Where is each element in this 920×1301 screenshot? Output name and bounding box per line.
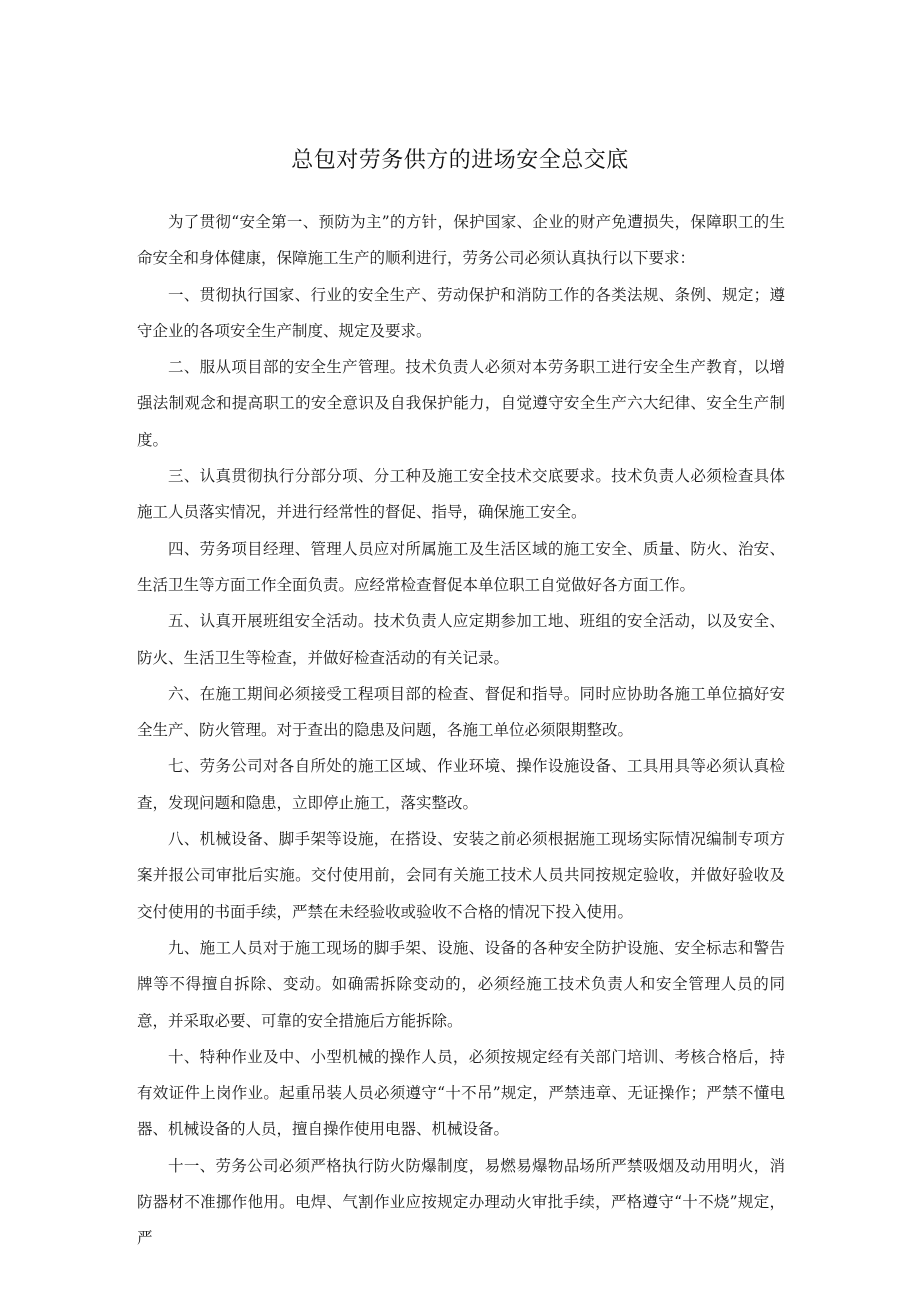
paragraph-item-4: 四、劳务项目经理、管理人员应对所属施工及生活区域的施工安全、质量、防火、治安、生活卫生等方面工作全面负责。应经常检查督促本单位职工自觉做好各方面工作。 <box>137 539 785 594</box>
paragraph-intro: 为了贯彻“安全第一、预防为主”的方针，保护国家、企业的财产免遭损失，保障职工的生命安全和身体健康，保障施工生产的顺利进行，劳务公司必须认真执行以下要求： <box>137 213 785 268</box>
paragraph-item-8: 八、机械设备、脚手架等设施，在搭设、安装之前必须根据施工现场实际情况编制专项方案并报公司审批后实施。交付使用前，会同有关施工技术人员共同按规定验收，并做好验收及交付使用的书面手续，严禁在未经验收或验收不合格的情况下投入使用。 <box>137 830 785 921</box>
paragraph-item-5: 五、认真开展班组安全活动。技术负责人应定期参加工地、班组的安全活动，以及安全、防火、生活卫生等检查，并做好检查活动的有关记录。 <box>137 612 785 667</box>
paragraph-item-1: 一、贯彻执行国家、行业的安全生产、劳动保护和消防工作的各类法规、条例、规定；遵守企业的各项安全生产制度、规定及要求。 <box>137 285 785 340</box>
document-title: 总包对劳务供方的进场安全总交底 <box>291 148 629 173</box>
paragraph-item-3: 三、认真贯彻执行分部分项、分工种及施工安全技术交底要求。技术负责人必须检查具体施工人员落实情况，并进行经常性的督促、指导，确保施工安全。 <box>137 467 785 522</box>
paragraph-item-2: 二、服从项目部的安全生产管理。技术负责人必须对本劳务职工进行安全生产教育，以增强法制观念和提高职工的安全意识及自我保护能力，自觉遵守安全生产六大纪律、安全生产制度。 <box>137 358 785 449</box>
paragraph-item-10: 十、特种作业及中、小型机械的操作人员，必须按规定经有关部门培训、考核合格后，持有效证件上岗作业。起重吊装人员必须遵守“十不吊”规定，严禁违章、无证操作；严禁不懂电器、机械设备的人员，擅自操作使用电器、机械设备。 <box>137 1047 785 1139</box>
paragraph-item-6: 六、在施工期间必须接受工程项目部的检查、督促和指导。同时应协助各施工单位搞好安全生产、防火管理。对于查出的隐患及问题，各施工单位必须限期整改。 <box>137 684 785 740</box>
paragraph-item-11: 十一、劳务公司必须严格执行防火防爆制度，易燃易爆物品场所严禁吸烟及动用明火，消防器材不准挪作他用。电焊、气割作业应按规定办理动火审批手续，严格遵守“十不烧”规定，严 <box>137 1156 785 1248</box>
paragraph-item-9: 九、施工人员对于施工现场的脚手架、设施、设备的各种安全防护设施、安全标志和警告牌等不得擅自拆除、变动。如确需拆除变动的，必须经施工技术负责人和安全管理人员的同意，并采取必要、可靠的安全措施后方能拆除。 <box>137 938 785 1030</box>
document-body <box>137 204 785 1257</box>
paragraph-item-7: 七、劳务公司对各自所处的施工区域、作业环境、操作设施设备、工具用具等必须认真检查，发现问题和隐患，立即停止施工，落实整改。 <box>137 757 785 812</box>
